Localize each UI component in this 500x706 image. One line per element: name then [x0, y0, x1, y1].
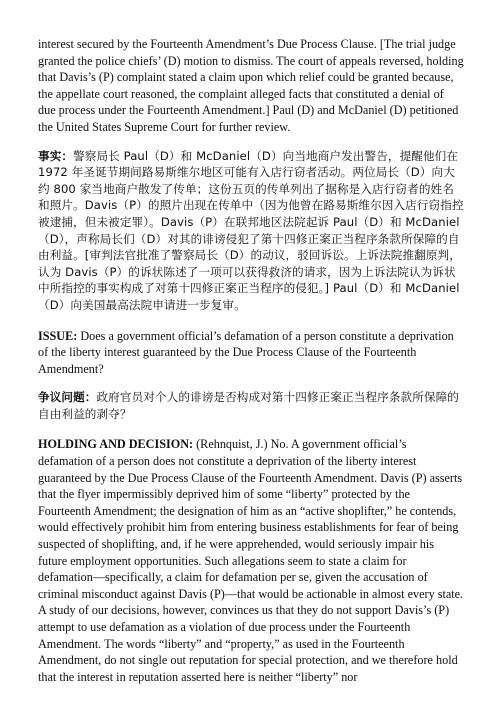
paragraph-text: interest secured by the Fourteenth Amendment’s Due Process Clause. [The trial judge granted the police chiefs’ (D) motion to dismiss. The court of appeals reversed, holding that Davis’s (P) complaint stated a claim upon which relief could be granted because, the appellate court reasoned, the complaint alleged facts that constituted a denial of due process under the Fourteenth Amendment.] Paul (D) and McDaniel (D) petitioned the United States Supreme Court for further review.: [38, 37, 464, 134]
paragraph-issue-zh: [38, 389, 464, 422]
issue-label: ISSUE:: [38, 328, 78, 343]
issue-label-zh: 争议问题：: [38, 390, 97, 405]
paragraph-facts-zh: [38, 148, 464, 314]
paragraph-text: 警察局长 Paul（D）和 McDaniel（D）向当地商户发出警告，提醒他们在 1972 年圣诞节期间路易斯维尔地区可能有入店行窃者活动。两位局长（D）向大约 800 家当地商户散发了传单；这份五页的传单列出了据称是入店行窃者的姓名和照片。Davis（P）的照片出现在传单中（因为他曾在路易斯维尔因入店行窃指控被逮捕，但未被定罪）。Davis（P）在联邦地区法院起诉 Paul（D）和 McDaniel（D），声称局长们（D）对其的诽谤侵犯了第十四修正案正当程序条款所保障的自由利益。[审判法官批准了警察局长（D）的动议，驳回诉讼。上诉法院推翻原判，认为 Davis（P）的诉状陈述了一项可以获得救济的请求，因为上诉法院认为诉状中所指控的事实构成了对第十四修正案正当程序的侵犯。] Paul（D）和 McDaniel（D）向美国最高法院申请进一步复审。: [38, 148, 464, 312]
paragraph-background-continued: [38, 36, 464, 136]
paragraph-text: (Rehnquist, J.) No. A government official’s defamation of a person does not constitute a deprivation of the liberty interest guaranteed by the Due Process Clause of the Fourteenth Amendment. Davis (P) asserts that the flyer impermissibly deprived him of some “liberty” protected by the Fourteenth Amendment; the designation of him as an “active shoplifter,” he contends, would effectively prohibit him from entering business establishments for fear of being suspected of shoplifting, and, if he were apprehended, would seriously impair his future employment opportunities. Such allegations seem to state a claim for defamation—specifically, a claim for defamation per se, given the accusation of criminal misconduct against Davis (P)—that would be actionable in almost every state. A study of our decisions, however, convinces us that they do not support Davis’s (P) attempt to use defamation as a violation of due process under the Fourteenth Amendment. The words “liberty” and “property,” as used in the Fourteenth Amendment, do not single out reputation for special protection, and we therefore hold that the interest in reputation asserted here is neither “liberty” nor: [38, 437, 464, 684]
holding-label: HOLDING AND DECISION:: [38, 437, 194, 452]
paragraph-issue: [38, 328, 464, 378]
paragraph-text: 政府官员对个人的诽谤是否构成对第十四修正案正当程序条款所保障的自由利益的剥夺？: [38, 390, 459, 421]
paragraph-holding-and-decision: [38, 436, 464, 685]
paragraph-text: Does a government official’s defamation of a person constitute a deprivation of the liberty interest guaranteed by the Due Process Clause of the Fourteenth Amendment?: [38, 328, 454, 376]
facts-label: 事实：: [38, 148, 74, 163]
